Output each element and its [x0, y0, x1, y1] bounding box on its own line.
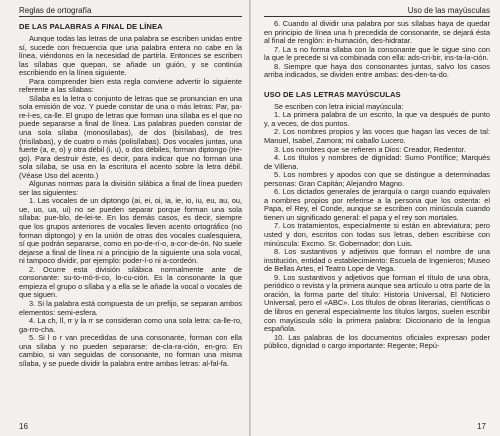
right-body-text — [264, 103, 490, 351]
rule-paragraph: 8. Los sustantivos y adjetivos que forman el nombre de una institución, entidad o establecimiento: Escuela de Ingenieros; Museo de Bellas Artes, el Teatro Lope de Vega. — [264, 247, 490, 274]
right-running-title: Uso de las mayúsculas — [407, 6, 490, 15]
left-page-number: 16 — [19, 422, 28, 431]
right-top-text — [264, 20, 490, 80]
rule-paragraph: 4. Los títulos y nombres de dignidad: Sumo Pontífice; Marqués de Villena. — [264, 153, 490, 171]
right-page-header — [264, 6, 490, 17]
rule-paragraph: 7. La s no forma sílaba con la consonante que le sigue sino con la que le precede si va combinada con ella: ads-cri-bir, ins-ta-la-ción. — [264, 44, 490, 63]
rule-paragraph: 2. Los nombres propios y las voces que hagan las veces de tal: Manuel, Isabel, Zamora; mi caballo Lucero. — [264, 127, 490, 146]
paragraph: Aunque todas las letras de una palabra se escriben unidas entre sí, sucede con frecuencia que una palabra entera no cabe en la línea, viéndonos en la necesidad de partirla. Entonces se escriben las sílabas que quepan, se añade un guión, y se continúa escribiendo en la línea siguiente. — [19, 34, 242, 78]
left-page — [0, 0, 249, 436]
rule-paragraph: 3. Los nombres que se refieren a Dios: Creador, Redentor. — [274, 144, 466, 154]
rule-paragraph: 5. Si l o r van precedidas de una consonante, forman con ella una sílaba y no pueden separarse: de-cla-ra-ción, en-gro. En cambio, si van seguidas de consonante, no forman una misma sílaba, y se puede dividir la palabra entre ambas letras: al-fal-fa. — [19, 333, 242, 368]
rule-paragraph: 1. La primera palabra de un escrito, la que va después de punto y, a veces, de dos puntos. — [264, 110, 490, 128]
paragraph: Se escriben con letra inicial mayúscula: — [274, 101, 404, 111]
paragraph: Para comprender bien esta regla conviene advertir lo siguiente referente a las sílabas: — [19, 76, 242, 95]
rule-paragraph: 6. Cuando al dividir una palabra por sus sílabas haya de quedar en principio de línea una h precedida de consonante, se dejará ésta al final de renglón: in-humación, des-hidratar. — [264, 19, 490, 46]
rule-paragraph: 4. La ch, ll, rr y la rr se consideran como una sola letra: ca-lle-ro, ga-rro-cha. — [19, 316, 242, 334]
rule-paragraph: 1. Las vocales de un diptongo (ai, ei, oi, ia, ie, io, iu, eu, au, ou, ue, uo, ua, ui) no se pueden separar porque forman una sola sílaba: pue-blo, de-lei-te. En los demás casos, es decir, siempre que los grupos anteriores de vocales lleven acento ortográfico (no forman diptongo) y en la unión de otras dos vocales cualesquiera, sí que podrán separarse, como en po-de-rí-o, a-cor-de-ón. No suele dejarse a final de línea ni a principio de la siguiente una sola vocal, ni tampoco dividir, por ejemplo: poder-í-o ni a-cordeón. — [19, 196, 242, 266]
rule-paragraph: 10. Las palabras de los documentos oficiales expresan poder público, dignidad o cargo importante: Regente; Repú- — [264, 332, 490, 351]
right-page-number: 17 — [477, 422, 486, 431]
rule-paragraph: 5. Los nombres y apodos con que se distingue a determinadas personas: Gran Capitán; Alejandro Magno. — [264, 170, 490, 188]
rule-paragraph: 8. Siempre que haya dos consonantes juntas, salvo los casos arriba indicados, se dividen entre ambas: des-den-ta-do. — [264, 61, 490, 80]
left-section-title: DE LAS PALABRAS A FINAL DE LÍNEA — [19, 22, 163, 31]
paragraph: Algunas normas para la división silábica a final de línea pueden ser las siguientes: — [19, 179, 242, 197]
left-running-title: Reglas de ortografía — [19, 6, 92, 15]
paragraph: Sílaba es la letra o conjunto de letras que se pronuncian en una sola emisión de voz. Y puede constar de una o más letras: Par, pa-re-l-es, ca-lle. El grupo de letras que forman una sílaba es el que no puede separarse a final de línea. Las palabras pueden constar de una sola sílaba (monosílabas), de dos (bisílabas), de tres (trisílabas), y de cuatro o más (polisílabas). Dos vocales juntas, una fuerte (a, e, o) y otra débil (i, u), o dos débiles, forman diptongo (rie-go). Para destruir éste, es decir, para indicar que no forman una sola sílaba, se usa en la escritura el acento sobre la letra débil. (Véase Uso del acento.) — [19, 93, 242, 180]
rule-paragraph: 2. Ocurre esta división silábica normalmente ante de consonante: su-to-mó-ti-co, lo-cu-ción. Es la consonante la que empieza el grupo o sílaba y a ella se le añade la vocal o vocales de que siguen. — [19, 264, 242, 300]
rule-paragraph: 9. Los sustantivos y adjetivos que forman el título de una obra, periódico o revista y la primera aunque sea artículo u otra parte de la oración, la forma parte del título: Historia Universal, El Noticiero Universal, pero el «ABC». Los títulos de obras literarias, científicas o de libros en general especialmente los títulos largos, suelen escribir con mayúscula sólo la primera palabra: Diccionario de la lengua española. — [264, 272, 490, 334]
rule-paragraph: 3. Si la palabra está compuesta de un prefijo, se separan ambos elementos: semi-esfera. — [19, 298, 242, 317]
right-page — [251, 0, 500, 436]
right-section-title: USO DE LAS LETRAS MAYÚSCULAS — [264, 89, 401, 99]
left-page-header — [19, 6, 242, 17]
rule-paragraph: 6. Los dictados generales de jerarquía o cargo cuando equivalen a nombres propios por referirse a la persona que los ostenta: el Papa, el Rey, el Conde, aunque se escriben con minúscula cuando tienen un significado general: el papa y el rey son mortales. — [264, 187, 490, 222]
rule-paragraph: 7. Los tratamientos, especialmente si están en abreviatura; pero usted y don, escritos con todas sus letras, deben escribirse con minúscula: Excmo. Sr. Gobernador; don Luis. — [264, 221, 490, 248]
left-body-text — [19, 35, 242, 368]
